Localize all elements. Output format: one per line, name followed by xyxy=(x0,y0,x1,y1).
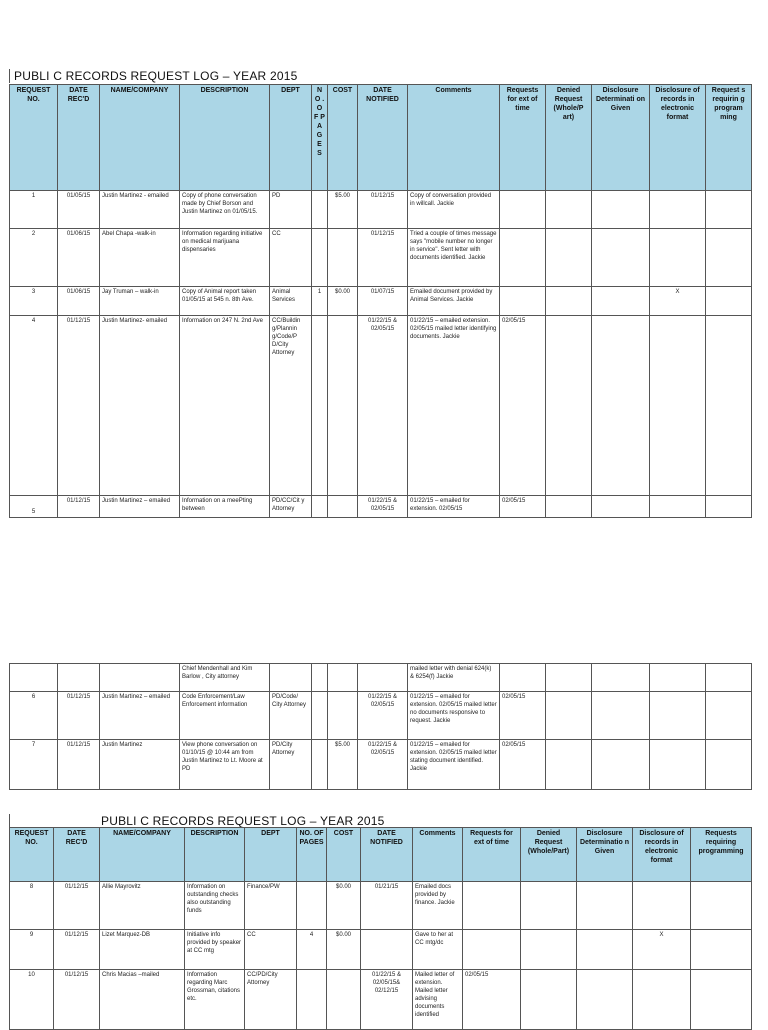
table-cell: X xyxy=(633,930,691,970)
table-cell xyxy=(706,496,752,518)
table-row xyxy=(10,882,752,930)
table-cell: 4 xyxy=(10,316,58,496)
column-header: REQUEST NO. xyxy=(10,828,54,882)
table-cell: Lizet Marquez-DB xyxy=(100,930,185,970)
table-cell: $5.00 xyxy=(328,740,358,790)
column-header: DATE REC'D xyxy=(54,828,100,882)
table-cell: 01/12/15 xyxy=(54,882,100,930)
column-header: Requests for ext of time xyxy=(500,85,546,191)
table-cell: CC/PD/City Attorney xyxy=(245,970,297,1030)
table-cell xyxy=(691,882,752,930)
table-cell: 10 xyxy=(10,970,54,1030)
table-cell: 01/22/15 – emailed for extension. 02/05/15 xyxy=(408,496,500,518)
column-header: DEPT xyxy=(245,828,297,882)
column-header: Denied Request (Whole/Part) xyxy=(521,828,577,882)
column-header: COST xyxy=(328,85,358,191)
column-header: Disclosure Determinati on Given xyxy=(592,85,650,191)
column-header: Request s requirin g program ming xyxy=(706,85,752,191)
table-cell xyxy=(577,970,633,1030)
table-cell: 01/22/15 & 02/05/15& 02/12/15 xyxy=(361,970,413,1030)
table-cell: $0.00 xyxy=(328,287,358,316)
column-header: Disclosure of records in electronic format xyxy=(633,828,691,882)
table-cell xyxy=(650,496,706,518)
column-header: N O . O F P A G E S xyxy=(312,85,328,191)
table-cell: CC xyxy=(245,930,297,970)
column-header: Requests for ext of time xyxy=(463,828,521,882)
records-table-2 xyxy=(9,827,752,1030)
table-cell: Mailed letter of extension. Mailed letter advising documents identified xyxy=(413,970,463,1030)
table-cell xyxy=(328,316,358,496)
table-cell xyxy=(592,316,650,496)
table-cell: Information regarding Marc Grossman, citations etc. xyxy=(185,970,245,1030)
table-cell xyxy=(706,287,752,316)
table-cell: View phone conversation on 01/10/15 @ 10:44 am from Justin Martinez to Lt. Moore at PD xyxy=(180,740,270,790)
table-cell xyxy=(312,496,328,518)
table-cell xyxy=(650,191,706,229)
table-cell xyxy=(592,191,650,229)
table-cell xyxy=(633,882,691,930)
table-cell: 1 xyxy=(10,191,58,229)
table-cell xyxy=(592,664,650,692)
table-cell: 01/21/15 xyxy=(361,882,413,930)
table-cell: 02/05/15 xyxy=(500,740,546,790)
table-cell: Copy of conversation provided in willcall. Jackie xyxy=(408,191,500,229)
table-cell: Code Enforcement/Law Enforcement information xyxy=(180,692,270,740)
table-cell xyxy=(706,191,752,229)
table-cell: 01/06/15 xyxy=(58,229,100,287)
table-cell: Justin Martinez – emailed xyxy=(100,496,180,518)
table-cell: Chief Mendenhall and Kim Barlow , City attorney xyxy=(180,664,270,692)
table-row xyxy=(10,692,752,740)
table-cell: 7 xyxy=(10,740,58,790)
column-header: NAME/COMPANY xyxy=(100,828,185,882)
table-row xyxy=(10,191,752,229)
table-cell: 01/22/15 – emailed for extension. 02/05/15 mailed letter stating document identified. Jackie xyxy=(408,740,500,790)
table-cell: mailed letter with denial 624(k) & 6254(f) Jackie xyxy=(408,664,500,692)
table-cell: 01/22/15 – emailed for extension. 02/05/15 mailed letter no documents responsive to request. Jackie xyxy=(408,692,500,740)
table-cell xyxy=(706,664,752,692)
table-cell: 01/05/15 xyxy=(58,191,100,229)
table-cell: 01/22/15 & 02/05/15 xyxy=(358,740,408,790)
table-row xyxy=(10,229,752,287)
table-cell xyxy=(270,664,312,692)
column-header: REQUEST NO. xyxy=(10,85,58,191)
records-table-1 xyxy=(9,84,752,518)
table-cell: 01/22/15 – emailed extension. 02/05/15 mailed letter identifying documents. Jackie xyxy=(408,316,500,496)
table-cell xyxy=(521,970,577,1030)
column-header: Comments xyxy=(413,828,463,882)
table-cell: 02/05/15 xyxy=(500,496,546,518)
table-cell: 4 xyxy=(297,930,327,970)
table-cell: Justin Martinez- emailed xyxy=(100,316,180,496)
table-cell: Information on a meePting between xyxy=(180,496,270,518)
table-cell: PD/CC/Cit y Attorney xyxy=(270,496,312,518)
table-cell xyxy=(546,316,592,496)
table-cell xyxy=(312,664,328,692)
table-cell: Emailed docs provided by finance. Jackie xyxy=(413,882,463,930)
table-cell xyxy=(546,496,592,518)
table-cell xyxy=(592,229,650,287)
column-header: DATE REC'D xyxy=(58,85,100,191)
table-cell xyxy=(706,692,752,740)
table-cell: Information on 247 N. 2nd Ave xyxy=(180,316,270,496)
table-cell: PD/City Attorney xyxy=(270,740,312,790)
table-cell: PD/Code/ City Attorney xyxy=(270,692,312,740)
table-cell: Tried a couple of times message says "mobile number no longer in service". Sent letter with documents identified. Jackie xyxy=(408,229,500,287)
table-cell: 2 xyxy=(10,229,58,287)
table-cell xyxy=(361,930,413,970)
table-cell xyxy=(10,496,58,518)
table-cell: Allie Mayrovitz xyxy=(100,882,185,930)
table-cell: Animal Services xyxy=(270,287,312,316)
table-row xyxy=(10,740,752,790)
table-cell xyxy=(650,316,706,496)
table-cell: 01/12/15 xyxy=(58,692,100,740)
table-cell xyxy=(10,664,58,692)
table-cell: Initiative info provided by speaker at CC mtg xyxy=(185,930,245,970)
table-cell: X xyxy=(650,287,706,316)
table-cell: 01/12/15 xyxy=(58,740,100,790)
log-title: PUBLI C RECORDS REQUEST LOG – YEAR 2015 xyxy=(14,69,298,83)
table-cell: 02/05/15 xyxy=(500,692,546,740)
table-cell xyxy=(500,664,546,692)
table-cell: 6 xyxy=(10,692,58,740)
table-cell: Emailed document provided by Animal Services. Jackie xyxy=(408,287,500,316)
table-cell: 01/06/15 xyxy=(58,287,100,316)
table-cell: $0.00 xyxy=(327,930,361,970)
table-cell xyxy=(706,316,752,496)
header-row-2 xyxy=(10,828,752,882)
table-cell xyxy=(650,740,706,790)
table-cell: 01/22/15 & 02/05/15 xyxy=(358,692,408,740)
log-section-continued xyxy=(0,660,768,792)
table-cell: Information regarding initiative on medical marijuana dispensaries xyxy=(180,229,270,287)
table-cell xyxy=(328,664,358,692)
table-cell: $5.00 xyxy=(328,191,358,229)
column-header: DESCRIPTION xyxy=(185,828,245,882)
table-cell xyxy=(328,229,358,287)
table-cell: 01/22/15 & 02/05/15 xyxy=(358,316,408,496)
column-header: NO. OF PAGES xyxy=(297,828,327,882)
table-cell: 8 xyxy=(10,882,54,930)
column-header: DATE NOTIFIED xyxy=(358,85,408,191)
table-cell xyxy=(463,930,521,970)
table-cell xyxy=(592,692,650,740)
column-header: NAME/COMPANY xyxy=(100,85,180,191)
title-rule-2 xyxy=(9,814,10,828)
table-cell: Abel Chapa -walk-in xyxy=(100,229,180,287)
table-cell: 01/12/15 xyxy=(58,496,100,518)
log-section-2 xyxy=(0,810,768,1024)
table-cell: Jay Truman – walk-in xyxy=(100,287,180,316)
table-cell xyxy=(312,229,328,287)
table-cell: Copy of phone conversation made by Chief Borson and Justin Martinez on 01/05/15. xyxy=(180,191,270,229)
title-rule xyxy=(9,69,10,83)
table-cell xyxy=(328,496,358,518)
table-cell xyxy=(650,229,706,287)
table-cell: 1 xyxy=(312,287,328,316)
table-cell: Gave to her at CC mtg/dc xyxy=(413,930,463,970)
table-cell: 01/12/15 xyxy=(358,191,408,229)
table-cell xyxy=(546,692,592,740)
table-cell xyxy=(312,191,328,229)
table-cell xyxy=(691,970,752,1030)
table-cell xyxy=(706,229,752,287)
request-number: 5 xyxy=(31,509,36,515)
table-cell xyxy=(500,287,546,316)
table-row xyxy=(10,664,752,692)
table-cell: 3 xyxy=(10,287,58,316)
table-cell: CC xyxy=(270,229,312,287)
table-cell xyxy=(650,664,706,692)
table-row xyxy=(10,316,752,496)
table-cell xyxy=(327,970,361,1030)
column-header: Disclosure Determinatio n Given xyxy=(577,828,633,882)
table-cell: Finance/PW xyxy=(245,882,297,930)
column-header: Requests requiring programming xyxy=(691,828,752,882)
column-header: DESCRIPTION xyxy=(180,85,270,191)
header-row xyxy=(10,85,752,191)
table-cell xyxy=(500,229,546,287)
table-cell: 02/05/15 xyxy=(463,970,521,1030)
table-cell xyxy=(297,882,327,930)
table-cell xyxy=(546,664,592,692)
table-row xyxy=(10,287,752,316)
column-header: Denied Request (Whole/P art) xyxy=(546,85,592,191)
table-cell xyxy=(577,930,633,970)
table-cell: 02/05/15 xyxy=(500,316,546,496)
column-header: DATE NOTIFIED xyxy=(361,828,413,882)
table-row xyxy=(10,930,752,970)
table-cell: 01/07/15 xyxy=(358,287,408,316)
table-cell: Chris Macias –mailed xyxy=(100,970,185,1030)
table-cell xyxy=(691,930,752,970)
table-cell xyxy=(706,740,752,790)
table-cell xyxy=(546,191,592,229)
table-cell xyxy=(297,970,327,1030)
table-cell: $0.00 xyxy=(327,882,361,930)
records-table-continued xyxy=(9,663,752,790)
table-cell xyxy=(328,692,358,740)
table-cell: 01/12/15 xyxy=(358,229,408,287)
table-cell xyxy=(592,496,650,518)
column-header: Comments xyxy=(408,85,500,191)
table-cell: Justin Martinez – emailed xyxy=(100,692,180,740)
log-title-2: PUBLI C RECORDS REQUEST LOG – YEAR 2015 xyxy=(101,814,385,828)
table-cell: 01/12/15 xyxy=(54,930,100,970)
table-cell xyxy=(463,882,521,930)
table-cell xyxy=(546,287,592,316)
table-cell: 01/22/15 & 02/05/15 xyxy=(358,496,408,518)
table-cell xyxy=(58,664,100,692)
table-cell: Information on outstanding checks also outstanding funds xyxy=(185,882,245,930)
table-cell xyxy=(521,882,577,930)
table-cell: Justin Martinez - emailed xyxy=(100,191,180,229)
table-cell: Justin Martinez xyxy=(100,740,180,790)
table-cell: 01/12/15 xyxy=(58,316,100,496)
column-header: Disclosure of records in electronic format xyxy=(650,85,706,191)
column-header: COST xyxy=(327,828,361,882)
table-cell xyxy=(312,692,328,740)
column-header: DEPT xyxy=(270,85,312,191)
table-cell: 9 xyxy=(10,930,54,970)
table-cell xyxy=(100,664,180,692)
table-cell xyxy=(592,740,650,790)
table-cell xyxy=(358,664,408,692)
table-cell xyxy=(546,740,592,790)
table-cell xyxy=(650,692,706,740)
table-cell xyxy=(500,191,546,229)
table-cell xyxy=(577,882,633,930)
table-row xyxy=(10,970,752,1030)
table-cell: Copy of Animal report taken 01/05/15 at 545 n. 8th Ave. xyxy=(180,287,270,316)
table-cell: CC/Buildin g/Plannin g/Code/P D/City Attorney xyxy=(270,316,312,496)
table-cell xyxy=(592,287,650,316)
table-cell: 01/12/15 xyxy=(54,970,100,1030)
table-cell xyxy=(633,970,691,1030)
table-cell xyxy=(312,316,328,496)
table-cell xyxy=(521,930,577,970)
table-cell xyxy=(546,229,592,287)
table-row xyxy=(10,496,752,518)
table-cell: PD xyxy=(270,191,312,229)
table-cell xyxy=(312,740,328,790)
